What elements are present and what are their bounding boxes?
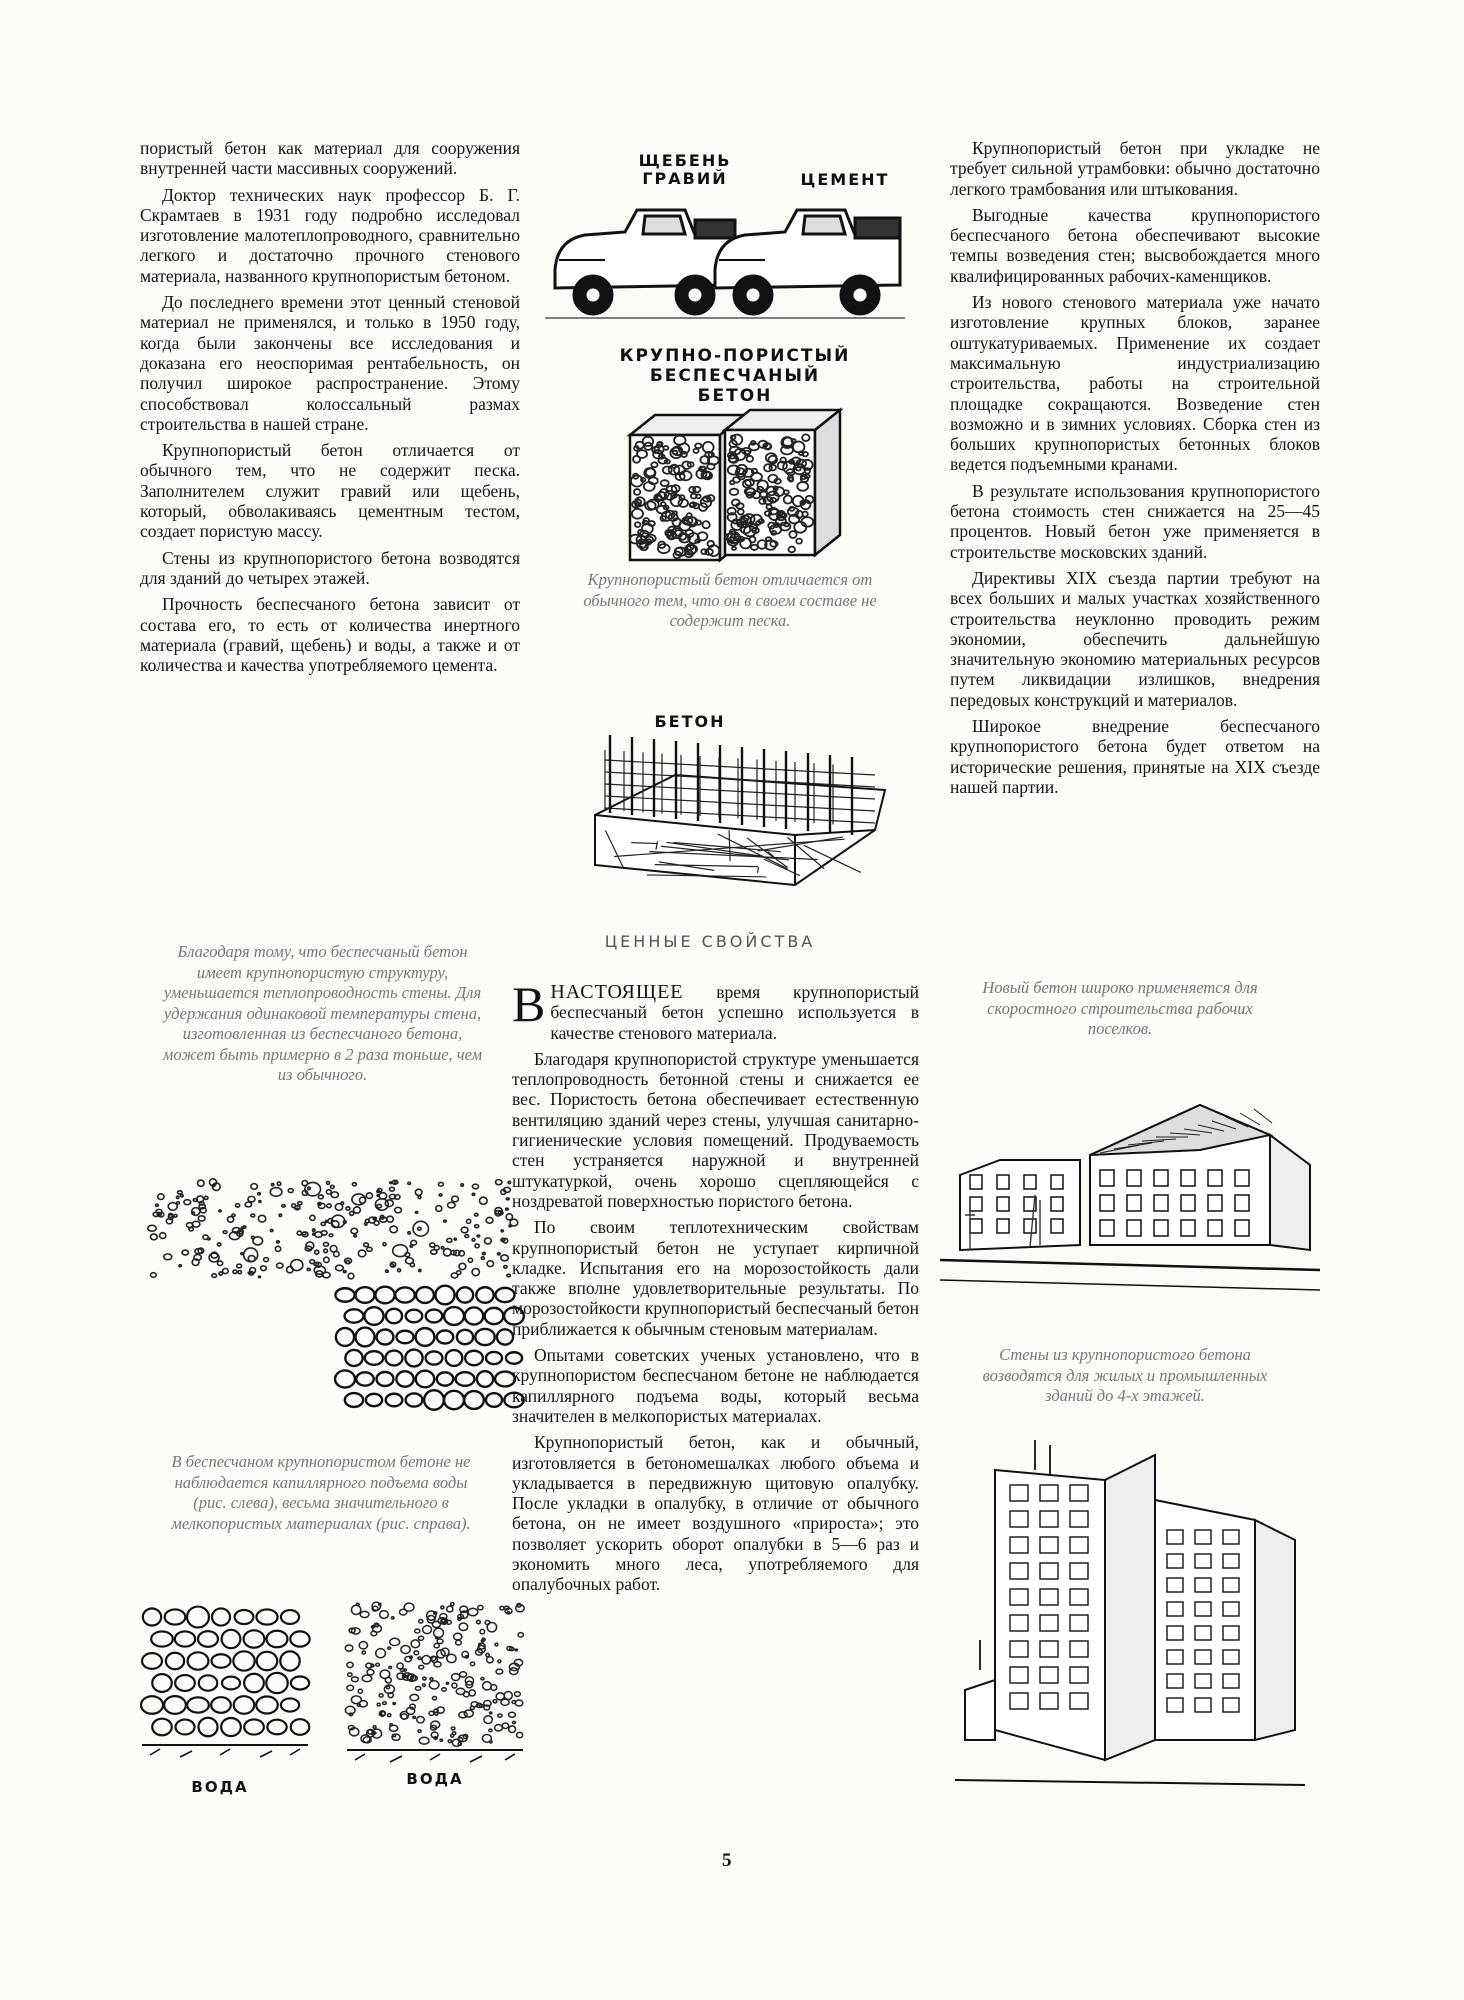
first-paragraph-rest: время крупнопористый беспесчаный бетон успешно используется в качестве стенового материала. [550,982,919,1043]
lead-word: НАСТОЯЩЕЕ [550,981,684,1003]
cement-label: ЦЕМЕНТ [800,170,890,189]
right-paragraph: Директивы XIX съезда партии требуют на всех больших и малых участках хозяйственного строительства неуклонно проводить режим экономии, обеспечить дальнейшую значительную экономию материальных ресурсов путем ликвидации излишков, внедрения передовых конструкций и материалов. [950,567,1320,710]
section-heading: ЦЕННЫЕ СВОЙСТВА [604,932,816,951]
caption-no-sand: Крупнопористый бетон отличается от обычного тем, что он в своем составе не содержит песка. [583,570,877,630]
gravel-label: ЩЕБЕНЬ ГРАВИЙ [638,151,732,188]
coarse-porous-texture-illustration [335,1285,520,1415]
caption-water: В беспесчаном крупнопористом бетоне не наблюдается капиллярного подъема воды (рис. слева), весьма значительного в мелкопористых материалах (рис. справа). [171,1452,471,1533]
caption-settlements: Новый бетон широко применяется для скоростного строительства рабочих поселков. [982,978,1258,1038]
middle-paragraph: Крупнопористый бетон, как и обычный, изготовляется в бетономешалках любого объема и укладывается в передвижную щитовую опалубку. После укладки в опалубку, в отличие от обычного бетона, он не имеет воздушного «прироста»; это позволяет ускорить оборот опалубки в 5—6 раз и экономить много леса, употребляемого для опалубочных работ. [512,1432,919,1595]
caption-walls: Стены из крупнопористого бетона возводятся для жилых и промышленных зданий до 4-х этажей. [982,1345,1268,1405]
right-paragraph: Из нового стенового материала уже начато изготовление крупных блоков, заранее оштукатуриваемых. Применение их создает максимальную индустриализацию строительства, работы на строительной площадке сокращаются. Возведение стен возможно и в зимних условиях. Сборка стен из больших крупнопористых бетонных блоков ведется подъемными кранами. [950,292,1320,475]
left-paragraph: Доктор технических наук профессор Б. Г. Скрамтаев в 1931 году подробно исследовал изготовление малотеплопроводного, сравнительно легкого и достаточно прочного стенового материала, названного крупнопористым бетоном. [140,184,520,286]
fine-pores-water-illustration [345,1600,525,1785]
reinforced-concrete-illustration [585,735,890,890]
concrete-label: БЕТОН [654,712,726,731]
left-paragraph: пористый бетон как материал для сооружения внутренней части массивных сооружений. [140,138,520,179]
water-label-right: ВОДА [406,1770,464,1788]
product-label-line2: БЕСПЕСЧАНЫЙ БЕТОН [649,366,821,406]
middle-first-paragraph [512,976,919,1043]
right-paragraph: Выгодные качества крупнопористого беспесчаного бетона обеспечивают высокие темпы возведения стен; высвобождается много квалифицированных рабочих-каменщиков. [950,204,1320,286]
water-label-left: ВОДА [191,1778,249,1796]
coarse-pores-water-illustration [140,1605,310,1785]
middle-paragraph: По своим теплотехническим свойствам крупнопористый бетон не уступает кирпичной кладке. Испытания его на морозостойкость дали также вполне удовлетворительные результаты. По морозостойкости крупнопористый беспесчаный бетон приближается к обычным стеновым материалам. [512,1217,919,1339]
middle-paragraph: Опытами советских ученых установлено, что в крупнопористом беспесчаном бетоне не наблюдается капиллярного подъема воды, который весьма значителен в мелкопористых материалах. [512,1345,919,1426]
right-paragraph: В результате использования крупнопористого бетона стоимость стен снижается на 25—45 процентов. Новый бетон уже применяется в строительстве московских зданий. [950,480,1320,562]
product-label-line1: КРУПНО-ПОРИСТЫЙ [619,346,851,366]
settlement-street-illustration [940,1075,1320,1295]
caption-thermal: Благодаря тому, что беспесчаный бетон имеет крупнопористую структуру, уменьшается теплопроводность стены. Для удержания одинаковой температуры стена, изготовленная из беспесчаного бетона, может быть примерно в 2 раза тоньше, чем из обычного. [162,942,483,1084]
drop-cap: В [512,976,546,1032]
right-column [950,138,1320,803]
left-paragraph: Стены из крупнопористого бетона возводятся для зданий до четырех этажей. [140,547,520,588]
fine-porous-texture-illustration [150,1180,520,1280]
left-paragraph: До последнего времени этот ценный стеновой материал не применялся, и только в 1950 году, когда были закончены все исследования и доказана его неоспоримая рентабельность, он получил широкое распространение. Этому способствовал колоссальный размах строительства в нашей стране. [140,292,520,434]
industrial-building-illustration [955,1440,1305,1795]
concrete-blocks-illustration [620,400,850,565]
right-paragraph: Крупнопористый бетон при укладке не требует сильной утрамбовки: обычно достаточно легкого трамбования или штыкования. [950,138,1320,199]
middle-column [512,976,919,1601]
left-paragraph: Крупнопористый бетон отличается от обычного тем, что не содержит песка. Заполнителем служит гравий или щебень, который, обволакиваясь цементным тестом, создает пористую массу. [140,440,520,542]
left-paragraph: Прочность беспесчаного бетона зависит от состава его, то есть от количества инертного материала (гравий, щебень) и воды, а также и от количества и качества употребляемого цемента. [140,594,520,676]
middle-paragraph: Благодаря крупнопористой структуре уменьшается теплопроводность бетонной стены и снижается ее вес. Пористость бетона обеспечивает естественную вентиляцию зданий через стены, улучшая санитарно-гигиенические условия помещений. Продуваемость стен устраняется наружной и внутренней штукатуркой, очень хорошо сцепляющейся с ноздреватой поверхностью пористого бетона. [512,1048,919,1211]
left-column [140,138,520,681]
page-number: 5 [722,1850,732,1871]
trucks-illustration [545,190,905,330]
right-paragraph: Широкое внедрение беспесчаного крупнопористого бетона будет ответом на исторические решения, принятые на XIX съезде нашей партии. [950,716,1320,797]
